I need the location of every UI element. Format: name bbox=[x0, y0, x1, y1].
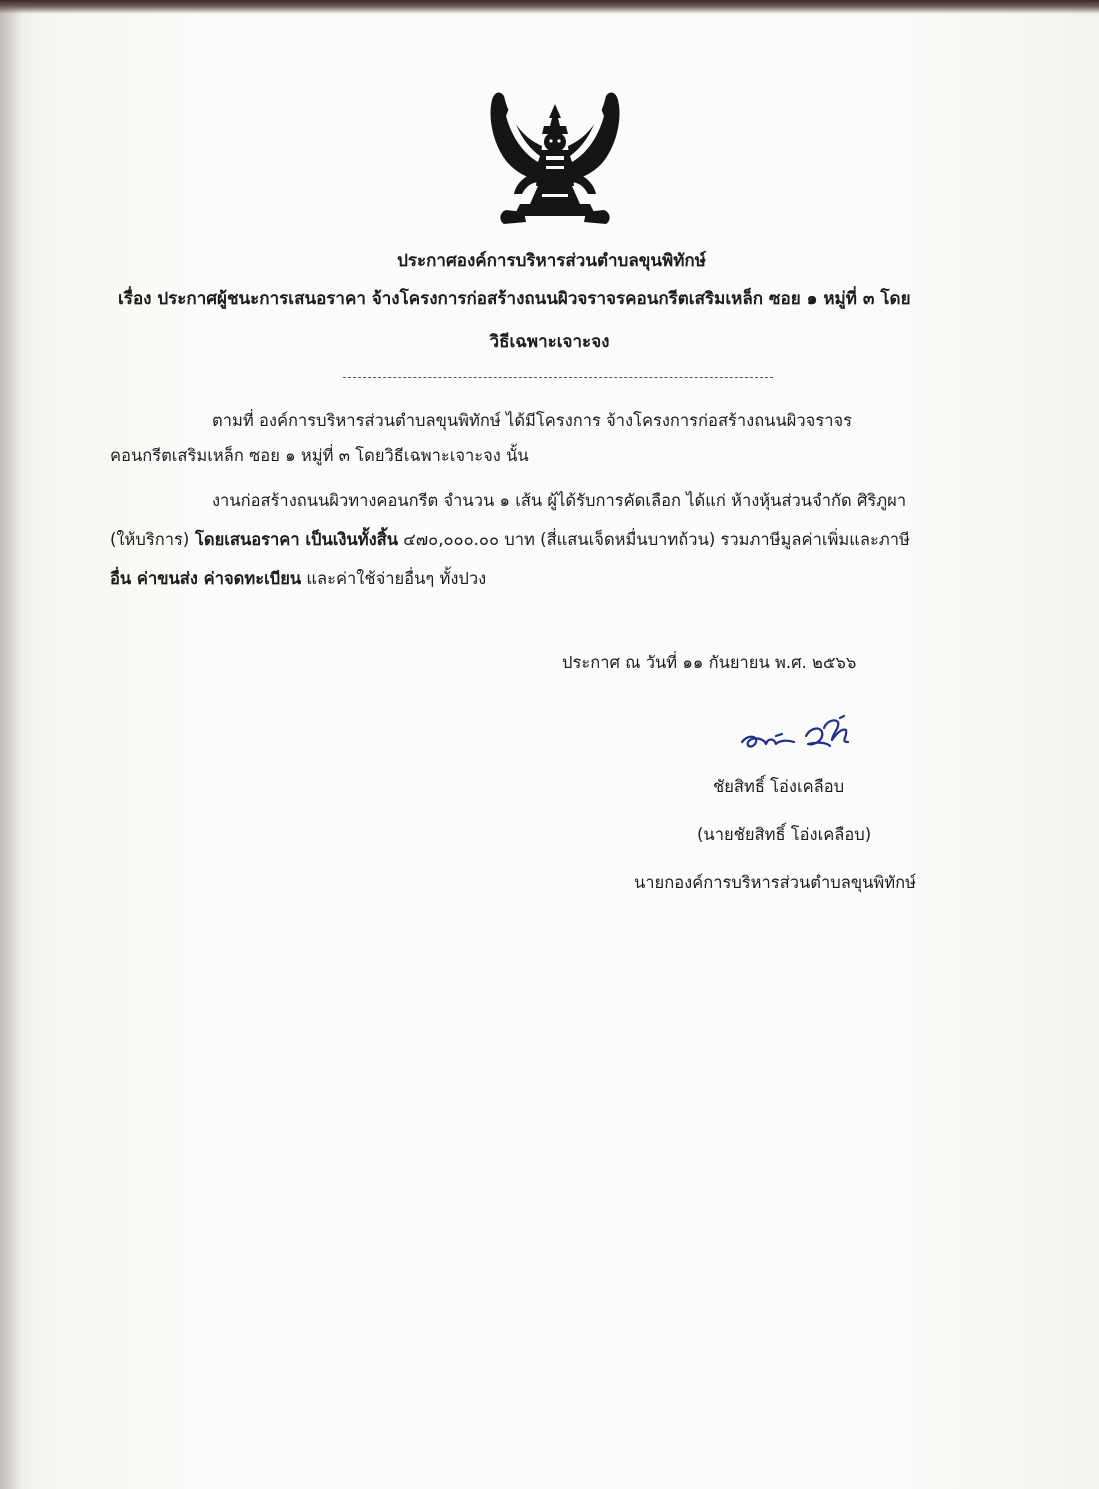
paragraph-1-line-2: คอนกรีตเสริมเหล็ก ซอย ๑ หมู่ที่ ๓ โดยวิธีเฉพาะเจาะจง นั้น bbox=[110, 446, 529, 465]
paragraph-2-line-2-part-a: (ให้บริการ) bbox=[110, 530, 190, 549]
paragraph-2-line-3-part-a: อื่น ค่าขนส่ง ค่าจดทะเบียน bbox=[110, 569, 302, 588]
paragraph-2-line-2 bbox=[110, 527, 910, 553]
signer-name: ชัยสิทธิ์ โอ่งเคลือบ bbox=[713, 777, 845, 796]
garuda-emblem-icon bbox=[480, 86, 630, 232]
scan-top-edge bbox=[0, 0, 1099, 14]
dashed-divider bbox=[343, 377, 773, 378]
paragraph-2-line-3-part-b: และค่าใช้จ่ายอื่นๆ ทั้งปวง bbox=[301, 569, 487, 588]
signer-title: นายกองค์การบริหารส่วนตำบลขุนพิทักษ์ bbox=[634, 873, 917, 892]
announcement-date: ประกาศ ณ วันที่ ๑๑ กันยายน พ.ศ. ๒๕๖๖ bbox=[562, 653, 857, 672]
announcement-subject: เรื่อง ประกาศผู้ชนะการเสนอราคา จ้างโครงการก่อสร้างถนนผิวจราจรคอนกรีตเสริมเหล็ก ซอย ๑ หมู่ที่ ๓ โดย bbox=[118, 289, 911, 309]
paragraph-2-line-1: งานก่อสร้างถนนผิวทางคอนกรีต จำนวน ๑ เส้น ผู้ได้รับการคัดเลือก ได้แก่ ห้างหุ้นส่วนจำกัด ศิริภูผา bbox=[212, 491, 907, 510]
paragraph-2-line-3 bbox=[110, 566, 486, 592]
handwritten-signature-icon bbox=[736, 712, 866, 762]
announcement-header: ประกาศองค์การบริหารส่วนตำบลขุนพิทักษ์ bbox=[397, 251, 706, 271]
page-edge-shadow bbox=[0, 0, 22, 1489]
paragraph-2-line-2-part-b: โดยเสนอราคา เป็นเงินทั้งสิ้น bbox=[189, 530, 398, 549]
announcement-subject-continuation: วิธีเฉพาะเจาะจง bbox=[489, 332, 610, 352]
paragraph-2-line-2-part-c: ๔๗๐,๐๐๐.๐๐ บาท (สี่แสนเจ็ดหมื่นบาทถ้วน) รวมภาษีมูลค่าเพิ่มและภาษี bbox=[397, 530, 910, 549]
signer-full-name: (นายชัยสิทธิ์ โอ่งเคลือบ) bbox=[697, 825, 872, 844]
paragraph-1-line-1: ตามที่ องค์การบริหารส่วนตำบลขุนพิทักษ์ ได้มีโครงการ จ้างโครงการก่อสร้างถนนผิวจราจร bbox=[212, 411, 853, 430]
